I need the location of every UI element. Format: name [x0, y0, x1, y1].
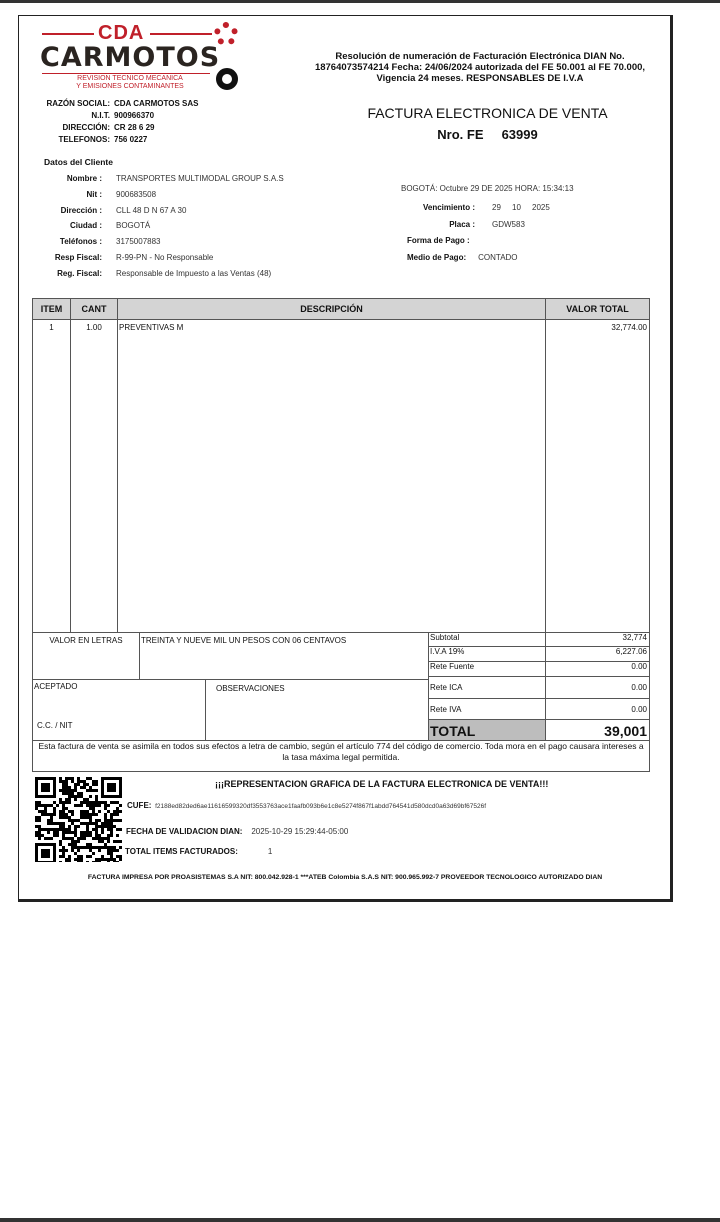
row-valor-total: 32,774.00	[545, 319, 650, 633]
fecha-validacion: FECHA DE VALIDACION DIAN: 2025-10-29 15:29:44-05:00	[126, 827, 349, 836]
col-header-descripcion: DESCRIPCIÓN	[117, 298, 546, 320]
row-cant: 1.00	[70, 319, 118, 633]
observaciones-box: OBSERVACIONES	[205, 679, 429, 741]
top-edge	[0, 0, 720, 3]
client-info: Nombre : TRANSPORTES MULTIMODAL GROUP S.A.S Nit : 900683508 Dirección : CLL 48 D N 67 A 30 Ciudad : BOGOTÁ Teléfonos : 3175007883 Resp Fiscal: R-99-PN - No Responsable Reg. Fiscal: Responsable de Impuesto a las Ventas (48)	[54, 174, 284, 278]
valor-letras-label: VALOR EN LETRAS	[32, 632, 140, 680]
client-heading: Datos del Cliente	[44, 157, 113, 167]
total-label: TOTAL	[428, 719, 546, 741]
col-header-valor-total: VALOR TOTAL	[545, 298, 650, 320]
total-items: TOTAL ITEMS FACTURADOS: 1	[125, 847, 273, 856]
valor-letras: TREINTA Y NUEVE MIL UN PESOS CON 06 CENTAVOS	[139, 632, 429, 680]
qr-code	[35, 777, 122, 862]
bottom-edge	[0, 1218, 720, 1222]
invoice-meta: Vencimiento : 29 10 2025 Placa : GDW583 Forma de Pago : Medio de Pago: CONTADO	[407, 203, 550, 262]
total-value: 39,001	[545, 719, 650, 741]
date-line: BOGOTÁ: Octubre 29 DE 2025 HORA: 15:34:13	[401, 184, 574, 193]
company-info: RAZÓN SOCIAL: CDA CARMOTOS SAS N.I.T. 900966370 DIRECCIÓN: CR 28 6 29 TELEFONOS: 756 0227	[46, 99, 199, 144]
invoice-number: 63999	[501, 127, 538, 142]
logo: CDA CARMOTOS REVISION TECNICO MECANICA Y EMISIONES CONTAMINANTES	[38, 20, 248, 92]
legal-notice: Esta factura de venta se asimila en todos sus efectos a letra de cambio, según el artículo 774 del código de comercio. Toda mora en el pago causara intereses a la tasa máxima legal permitida.	[32, 740, 650, 772]
row-item: 1	[32, 319, 71, 633]
invoice-title: FACTURA ELECTRONICA DE VENTA Nro. FE 63999	[367, 105, 608, 142]
cufe: CUFE: f2188ed82ded6ae11616599320df3553763ace1faafb093b6e1c8e5274f867f1abdd764541d580dcd0a63d69bf67526f	[127, 801, 487, 810]
footer-text: FACTURA IMPRESA POR PROASISTEMAS S.A NIT: 800.042.928-1 ***ATEB Colombia S.A.S NIT: 900.965.992-7 PROVEEDOR TECNOLOGICO AUTORIZADO DIAN	[87, 874, 603, 881]
col-header-cant: CANT	[70, 298, 118, 320]
gear-icon	[216, 68, 238, 90]
col-header-item: ITEM	[32, 298, 71, 320]
aceptado-box: ACEPTADO C.C. / NIT	[32, 679, 206, 741]
row-descripcion: PREVENTIVAS M	[117, 319, 546, 633]
resolution-text: Resolución de numeración de Facturación Electrónica DIAN No. 18764073574214 Fecha: 24/06/2024 autorizada del FE 50.001 al FE 70.000, Vigencia 24 meses. RESPONSABLES DE I.V.A	[314, 51, 646, 84]
electronic-title: ¡¡¡REPRESENTACION GRAFICA DE LA FACTURA ELECTRONICA DE VENTA!!!	[215, 779, 549, 789]
